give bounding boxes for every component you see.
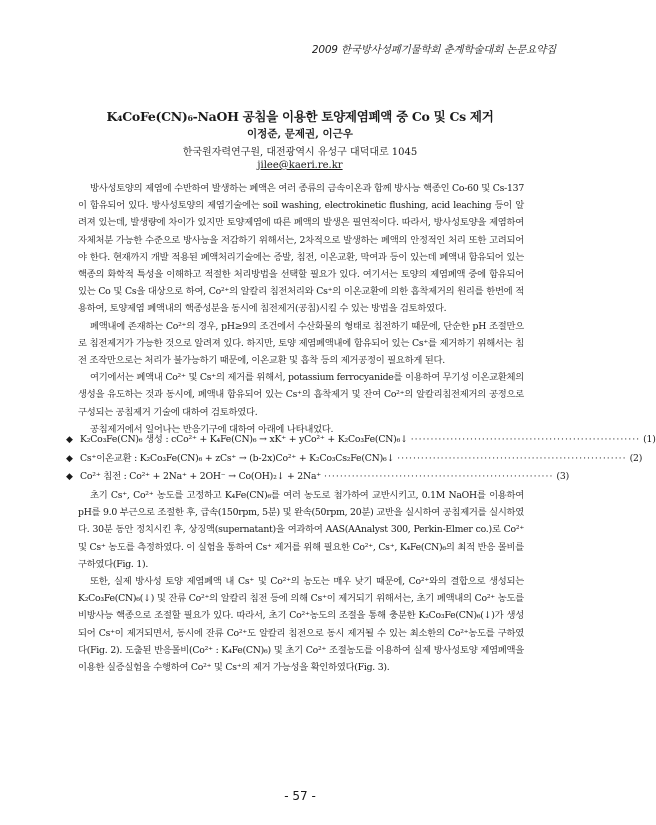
author-email[interactable]: jilee@kaeri.re.kr — [257, 160, 343, 171]
results-section — [78, 487, 524, 676]
equation-number: (2) — [629, 452, 643, 464]
body-paragraph: 또한, 실제 방사성 토양 제염폐액 내 Cs⁺ 및 Co²⁺의 농도는 매우 낮기 때문에, Co²⁺와의 결합으로 생성되는 K₂Co₃Fe(CN)₆(↓) 및 잔류 Co²⁺의 알칼리 침전 등에 의해 Cs⁺이 제거되기 위해서는, 초기 폐액내의 Co²⁺ 농도를 비방사능 핵종으로 조절할 필요가 있다. 따라서, 초기 Co²⁺농도의 조절을 통해 충분한 K₂Co₃Fe(CN)₆(↓)가 생성되어 Cs⁺이 제거되면서, 동시에 잔류 Co²⁺도 알칼리 침전으로 동시 제거될 수 있는 최소한의 Co²⁺농도를 구하였다(Fig. 2). 도출된 반응몰비(Co²⁺ : K₄Fe(CN)₆) 및 초기 Co²⁺ 조절농도를 이용하여 실제 방사성토양 제염폐액을 이용한 실증실험을 수행하여 Co²⁺ 및 Cs⁺의 제거 가능성을 확인하였다(Fig. 3). — [78, 576, 524, 674]
body-paragraph: 방사성토양의 제염에 수반하여 발생하는 폐액은 여러 종류의 금속이온과 함께 방사능 핵종인 Co-60 및 Cs-137이 함유되어 있다. 방사성토양의 제염기술에는 soil washing, electrokinetic flushing, acid leaching 등이 알려져 있는데, 발생량에 차이가 있지만 토양제염에 따른 폐액의 발생은 필연적이다. 따라서, 방사성토양을 제염하여 자체처분 가능한 수준으로 방사능을 저감하기 위해서는, 2차적으로 발생하는 폐액의 안정적인 처리 또한 고려되어야 한다. 현재까지 개발 적용된 폐액처리기술에는 증발, 침전, 이온교환, 막여과 등이 있는데 폐액내 함유되어 있는 핵종의 화학적 특성을 이해하고 적절한 처리방법을 선택할 필요가 있다. 여기서는 토양의 제염폐액 중에 함유되어 있는 Co 및 Cs을 대상으로 하여, Co²⁺의 알칼리 침전처리와 Cs⁺의 이온교환에 의한 흡착제거의 원리를 한번에 적용하여, 토양제염 폐액내의 핵종성분을 동시에 침전제거(공침)시킬 수 있는 방법을 검토하였다. — [78, 183, 524, 315]
affiliation: 한국원자력연구원, 대전광역시 유성구 대덕대로 1045 — [182, 147, 418, 158]
diamond-bullet-icon: ◆ — [66, 472, 73, 482]
equation-number: (1) — [643, 434, 656, 445]
leader-dots: ·························································· — [397, 452, 627, 464]
leader-dots: ·························································· — [324, 471, 554, 482]
introduction-section — [78, 180, 524, 438]
author-list: 이정준, 문제권, 이근우 — [247, 128, 353, 140]
body-paragraph: 폐액내에 존재하는 Co²⁺의 경우, pH≥9의 조건에서 수산화물의 형태로 침전하기 때문에, 단순한 pH 조절만으로 침전제거가 가능한 것으로 알려져 있다. 하지만, 토양 제염폐액내에 함유되어 있는 Cs⁺를 제거하기 위해서는 침전 조작만으로는 처리가 불가능하기 때문에, 이온교환 및 흡착 등의 제거공정이 필요하게 된다. — [78, 320, 524, 367]
paper-title: K₄CoFe(CN)₆-NaOH 공침을 이용한 토양제염폐액 중 Co 및 Cs 제거 — [106, 109, 494, 124]
equation-formula: Co²⁺ 침전 : Co²⁺ + 2Na⁺ + 2OH⁻ → Co(OH)₂↓ + 2Na⁺ — [80, 471, 322, 482]
equation-row — [66, 450, 643, 469]
equation-number: (3) — [556, 471, 569, 482]
equation-row — [66, 468, 569, 487]
body-paragraph: 여기에서는 폐액내 Co²⁺ 및 Cs⁺의 제거를 위해서, potassium ferrocyanide를 이용하여 무기성 이온교환체의 생성을 유도하는 것과 동시에, 폐액내 함유되어 있는 Cs⁺의 흡착제거 및 잔여 Co²⁺의 알칼리침전제거의 공정으로 구성되는 공침제거 기술에 대하여 검토하였다. — [78, 372, 524, 418]
equation-formula: Cs⁺이온교환 : K₂Co₃Fe(CN)₆ + zCs⁺ → (b-2x)Co²⁺ + K₂Co₃Cs₂Fe(CN)₆↓ — [80, 452, 395, 464]
reaction-equations — [66, 431, 656, 487]
diamond-bullet-icon: ◆ — [66, 453, 73, 464]
diamond-bullet-icon: ◆ — [66, 435, 73, 445]
body-paragraph: 초기 Cs⁺, Co²⁺ 농도를 고정하고 K₄Fe(CN)₆를 여러 농도로 첨가하여 교반시키고, 0.1M NaOH를 이용하여 pH를 9.0 부근으로 조절한 후, 급속(150rpm, 5분) 및 완속(50rpm, 20분) 교반을 실시하여 공침제거를 실시하였다. 30분 동안 정치시킨 후, 상징액(supernatant)을 여과하여 AAS(AAnalyst 300, Perkin-Elmer co.)로 Co²⁺ 및 Cs⁺ 농도를 측정하였다. 이 실험을 통하여 Cs⁺ 제거를 위해 필요한 Co²⁺, Cs⁺, K₄Fe(CN)₆의 최적 반응 몰비를 구하였다(Fig. 1). — [78, 490, 525, 570]
page-number: - 57 - — [284, 789, 316, 803]
equation-formula: K₂Co₃Fe(CN)₆ 생성 : cCo²⁺ + K₄Fe(CN)₆ → xK⁺ + yCo²⁺ + K₂Co₃Fe(CN)₆↓ — [80, 434, 408, 445]
leader-dots: ·························································· — [410, 434, 641, 445]
running-header: 2009 한국방사성폐기물학회 춘계학술대회 논문요약집 — [311, 44, 556, 56]
equation-row — [66, 431, 656, 450]
body-paragraph: 공침제거에서 일어나는 반응기구에 대하여 아래에 나타내었다. — [90, 423, 334, 435]
